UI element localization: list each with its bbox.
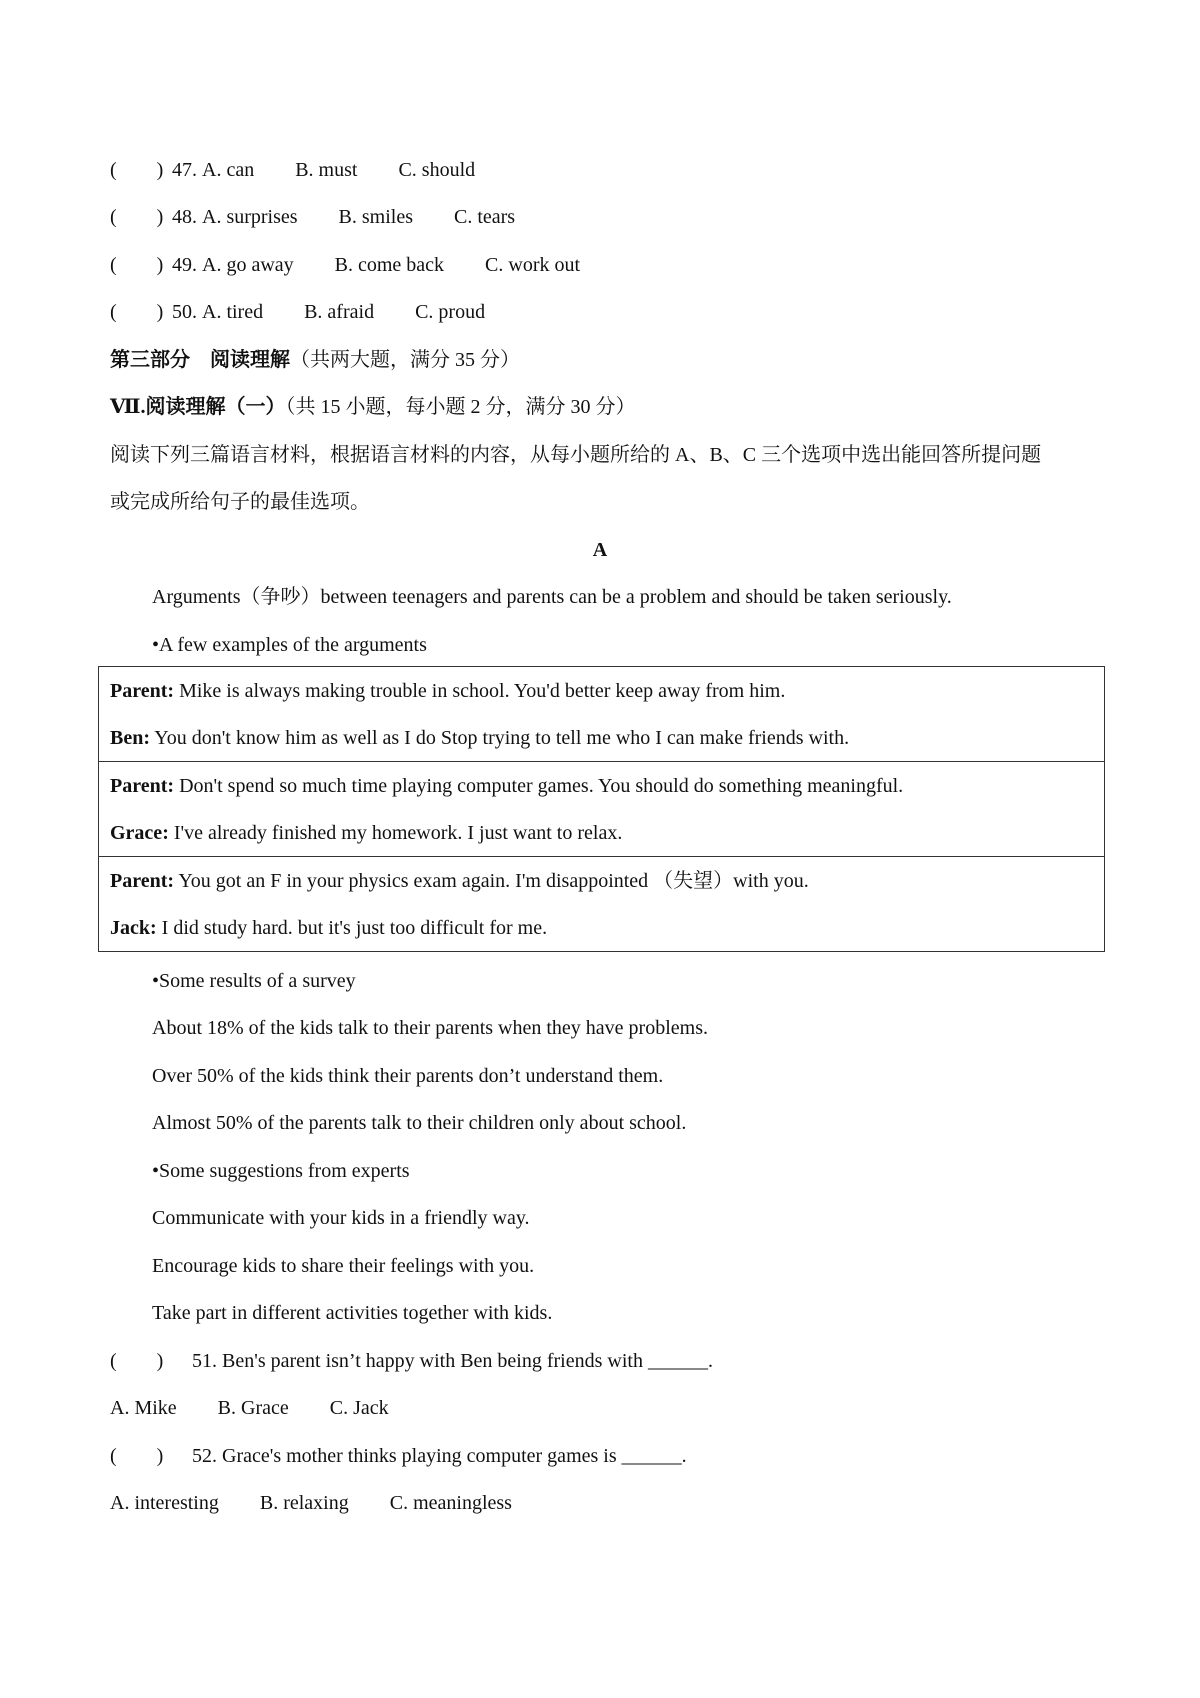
suggestion-item: Communicate with your kids in a friendly way.	[152, 1207, 530, 1229]
section7-heading	[110, 393, 636, 421]
survey-item: About 18% of the kids talk to their parents when they have problems.	[152, 1017, 708, 1039]
suggestion-item: Encourage kids to share their feelings with you.	[152, 1255, 535, 1277]
option-c: C. work out	[485, 254, 581, 276]
utterance: Don't spend so much time playing computer games. You should do something meaningful.	[174, 775, 904, 797]
question-stem: 51. Ben's parent isn’t happy with Ben being friends with ______.	[192, 1350, 713, 1372]
question-49	[110, 251, 580, 279]
part3-title: 第三部分 阅读理解	[110, 349, 290, 371]
option-b: B. relaxing	[259, 1492, 349, 1514]
part3-note: （共两大题，满分 35 分）	[290, 349, 520, 371]
argument-row	[99, 857, 1104, 952]
question-number: 49.	[172, 254, 197, 276]
argument-row	[99, 762, 1104, 857]
speaker: Parent:	[110, 775, 175, 797]
answer-paren: ( )	[110, 254, 164, 276]
option-c: C. should	[398, 159, 476, 181]
option-b: B. must	[295, 159, 358, 181]
option-b: B. smiles	[338, 206, 413, 228]
option-b: B. afraid	[304, 301, 375, 323]
survey-item: Almost 50% of the parents talk to their children only about school.	[152, 1112, 687, 1134]
question-48	[110, 203, 515, 231]
suggestions-heading: •Some suggestions from experts	[152, 1160, 410, 1182]
argument-line	[110, 772, 903, 800]
utterance: I did study hard. but it's just too difficult for me.	[156, 917, 548, 939]
option-a: A. Mike	[110, 1397, 177, 1419]
suggestion-item: Take part in different activities together with kids.	[152, 1302, 553, 1324]
examples-heading: •A few examples of the arguments	[152, 634, 427, 656]
option-c: C. meaningless	[389, 1492, 512, 1514]
utterance: I've already finished my homework. I just want to relax.	[168, 822, 623, 844]
question-number: 47.	[172, 159, 197, 181]
answer-paren: ( )	[110, 1445, 164, 1467]
question-50	[110, 298, 485, 326]
question-52	[110, 1442, 687, 1470]
argument-line	[110, 677, 785, 705]
argument-line	[110, 819, 622, 847]
answer-paren: ( )	[110, 206, 164, 228]
utterance: You got an F in your physics exam again. I'm disappointed （失望）with you.	[174, 870, 809, 892]
utterance: Mike is always making trouble in school. You'd better keep away from him.	[174, 680, 786, 702]
option-a: A. interesting	[110, 1492, 219, 1514]
option-a: A. can	[202, 159, 255, 181]
speaker: Grace:	[110, 822, 169, 844]
question-47	[110, 156, 475, 184]
answer-paren: ( )	[110, 159, 164, 181]
speaker: Ben:	[110, 727, 150, 749]
argument-line	[110, 724, 849, 752]
question-number: 50.	[172, 301, 197, 323]
section7-note: （共 15 小题，每小题 2 分，满分 30 分）	[285, 396, 636, 418]
option-a: A. tired	[202, 301, 264, 323]
instructions-line-2: 或完成所给句子的最佳选项。	[110, 491, 370, 513]
question-stem: 52. Grace's mother thinks playing computer games is ______.	[192, 1445, 687, 1467]
utterance: You don't know him as well as I do Stop trying to tell me who I can make friends with.	[150, 727, 850, 749]
survey-item: Over 50% of the kids think their parents don’t understand them.	[152, 1065, 664, 1087]
option-c: C. tears	[454, 206, 516, 228]
speaker: Parent:	[110, 680, 175, 702]
speaker: Jack:	[110, 917, 157, 939]
option-a: A. surprises	[202, 206, 298, 228]
survey-heading: •Some results of a survey	[152, 970, 356, 992]
option-c: C. proud	[415, 301, 486, 323]
question-51	[110, 1347, 713, 1375]
question-number: 48.	[172, 206, 197, 228]
passage-a-heading: A	[592, 539, 608, 561]
passage-a-intro: Arguments（争吵）between teenagers and parents can be a problem and should be taken seriously.	[152, 586, 952, 608]
option-a: A. go away	[202, 254, 294, 276]
question-52-options	[110, 1489, 512, 1517]
instructions-line-1: 阅读下列三篇语言材料，根据语言材料的内容，从每小题所给的 A、B、C 三个选项中选出能回答所提问题	[110, 444, 1042, 466]
argument-line	[110, 914, 547, 942]
answer-paren: ( )	[110, 1350, 164, 1372]
section7-title: Ⅶ.阅读理解（一）	[110, 396, 286, 418]
arguments-table	[98, 666, 1105, 952]
answer-paren: ( )	[110, 301, 164, 323]
argument-row	[99, 667, 1104, 762]
speaker: Parent:	[110, 870, 175, 892]
option-b: B. come back	[334, 254, 445, 276]
part3-heading	[110, 346, 520, 374]
option-c: C. Jack	[329, 1397, 389, 1419]
argument-line	[110, 867, 809, 895]
question-51-options	[110, 1394, 389, 1422]
option-b: B. Grace	[217, 1397, 289, 1419]
